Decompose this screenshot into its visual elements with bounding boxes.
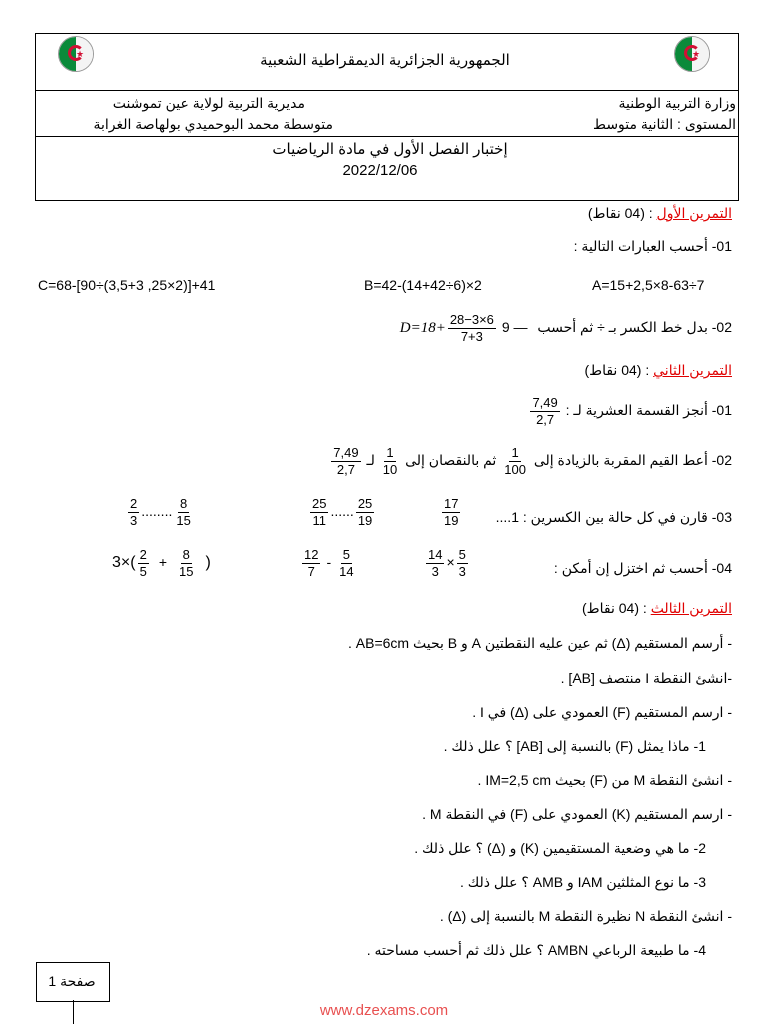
- fraction: $\frac{7,49}{2,7}$: [333, 445, 359, 477]
- exercise-3-line: 3- ما نوع المثلثين IAM و AMB ؟ علل ذلك .: [459, 874, 706, 890]
- q2-d: D=18+: [399, 319, 446, 336]
- exercise-3-line: 2- ما هي وضعية المستقيمين (K) و (Δ) ؟ علل ذلك .: [414, 840, 706, 856]
- exercise-2-q1: 01- أنجز القسمة العشرية لـ : $\frac{7,49}{2,7}$: [532, 395, 732, 427]
- directorate: مديرية التربية لولاية عين تموشنت: [112, 95, 305, 111]
- exercise-1-q2: [400, 313, 732, 343]
- fraction: $\frac{7,49}{2,7}$: [532, 395, 558, 427]
- q2-text: 02- بدل خط الكسر بـ ÷ ثم أحسب: [537, 318, 732, 335]
- republic-title: الجمهورية الجزائرية الديمقراطية الشعبية: [260, 52, 510, 69]
- exercise-2-q2: 02- أعط القيم المقربة بالزيادة إلى $\frac{1}{100}$ ثم بالنقصان إلى $\frac{1}{10}$ لـ $\frac{7,49}{2,7}$: [333, 445, 732, 477]
- compute-b: $\frac{12}{7}$ - $\frac{5}{14}$: [304, 547, 354, 579]
- header-divider: [35, 136, 738, 137]
- compare-c: $\frac{2}{3}$ ........ $\frac{8}{15}$: [130, 496, 191, 528]
- compare-b: $\frac{25}{11}$ ...... $\frac{25}{19}$: [312, 496, 373, 528]
- exercise-3-title: التمرين الثالث: [650, 600, 732, 616]
- fraction: $\frac{1}{100}$: [504, 445, 526, 477]
- exercise-3-line: - انشئ النقطة M من (F) بحيث IM=2,5 cm .: [477, 772, 732, 788]
- compare-a: $\frac{17}{19}$: [444, 496, 459, 528]
- exercise-2-q4: 04- أحسب ثم اختزل إن أمكن :: [553, 560, 732, 576]
- exercise-3-heading: [582, 600, 732, 617]
- q2-tail: — 9: [501, 318, 528, 335]
- exercise-1-heading: [588, 205, 732, 222]
- exercise-2-title: التمرين الثاني: [653, 362, 732, 378]
- exercise-3-line: -انشئ النقطة I منتصف [AB] .: [560, 670, 732, 686]
- school: متوسطة محمد البوحميدي بولهاصة الغرابة: [93, 116, 333, 132]
- compute-c: 3×( $\frac{2}{5}$ + $\frac{8}{15}$ ): [112, 547, 211, 579]
- ministry: وزارة التربية الوطنية: [618, 95, 736, 111]
- algeria-emblem-icon: ★: [674, 36, 710, 72]
- expression-a: A=15+2,5×8-63÷7: [592, 277, 705, 293]
- exercise-3-line: - أرسم المستقيم (Δ) ثم عين عليه النقطتين A و B بحيث AB=6cm .: [348, 635, 732, 651]
- fraction: $\frac{1}{10}$: [382, 445, 398, 477]
- header-divider: [35, 90, 738, 91]
- expression-c: C=68-[90÷(3,5+3 ,25×2)]+41: [38, 277, 216, 293]
- exercise-3-line: 1- ماذا يمثل (F) بالنسبة إلى [AB] ؟ علل ذلك .: [443, 738, 706, 754]
- exercise-3-line: - انشئ النقطة N نظيرة النقطة M بالنسبة إلى (Δ) .: [439, 908, 732, 924]
- fraction: $\frac{28-3\times 6}{7+3}$: [449, 312, 494, 344]
- exercise-1-title: التمرين الأول: [656, 205, 732, 221]
- page-number: صفحة 1: [48, 973, 96, 989]
- exercise-2-q3: 03- قارن في كل حالة بين الكسرين : 1....: [495, 509, 732, 525]
- exercise-2-points: : (04 نقاط): [584, 362, 650, 378]
- expression-b: B=42-(14+42÷6)×2: [364, 277, 482, 293]
- exercise-1-q1: 01- أحسب العبارات التالية :: [573, 238, 732, 254]
- exam-date: 2022/12/06: [342, 162, 418, 179]
- site-watermark: www.dzexams.com: [319, 1002, 449, 1019]
- exercise-1-points: : (04 نقاط): [587, 205, 653, 221]
- exam-title: إختبار الفصل الأول في مادة الرياضيات: [272, 141, 508, 158]
- exercise-2-heading: [584, 362, 732, 379]
- algeria-emblem-icon: ★: [58, 36, 94, 72]
- exercise-3-line: - ارسم المستقيم (K) العمودي على (F) في النقطة M .: [422, 806, 732, 822]
- compute-a: $\frac{14}{3}$ × $\frac{5}{3}$: [428, 547, 466, 579]
- exercise-3-points: : (04 نقاط): [582, 600, 647, 616]
- exercise-3-line: - ارسم المستقيم (F) العمودي على (Δ) في I .: [472, 704, 732, 720]
- exercise-3-line: 4- ما طبيعة الرباعي AMBN ؟ علل ذلك ثم أحسب مساحته .: [366, 942, 706, 958]
- level: المستوى : الثانية متوسط: [593, 116, 736, 132]
